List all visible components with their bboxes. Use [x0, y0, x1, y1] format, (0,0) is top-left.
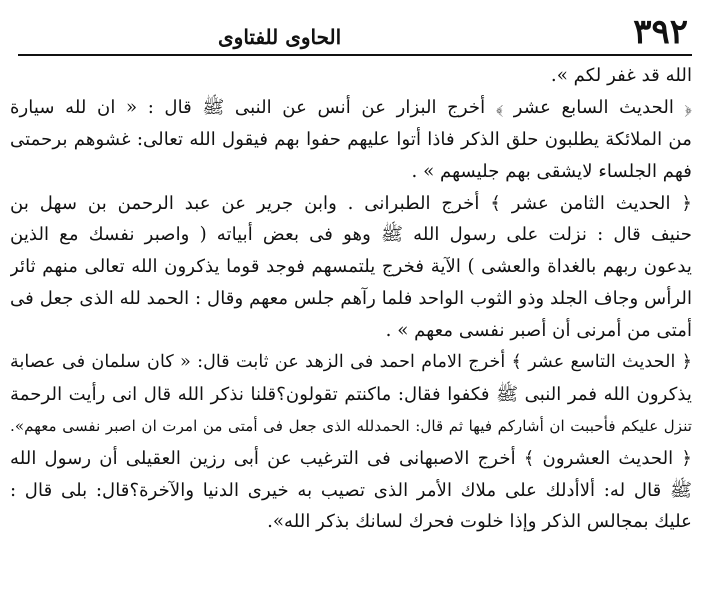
- page-number: ٣٩٢: [633, 12, 688, 52]
- text-line: أمتى من أمرنى أن أصبر نفسى معهم » .: [385, 320, 692, 342]
- text-line: حنيف قال : نزلت على رسول الله ﷺ وهو فى بعض أبياته ( واصبر نفسك مع الذين: [10, 224, 692, 246]
- text-line: ﴿ الحديث السابع عشر ﴾ أخرج البزار عن أنس عن النبى ﷺ قال : « ان لله سيارة: [10, 96, 692, 118]
- page-header: [18, 6, 692, 56]
- text-line: ﴿ الحديث التاسع عشر ﴾ أخرج الامام احمد فى الزهد عن ثابت قال: « كان سلمان فى عصابة: [10, 352, 692, 373]
- text-line: يدعون ربهم بالغداة والعشى ) الآية فخرج يلتمسهم فوجد قوما يذكرون الله تعالى منهم ثائر: [10, 256, 692, 278]
- text-line: فهم الجلساء لايشقى بهم جليسهم » .: [411, 160, 692, 182]
- text-line: ﴿ الحديث الثامن عشر ﴾ أخرج الطبرانى . وابن جرير عن عبد الرحمن بن سهل بن: [10, 192, 692, 214]
- text-line: تنزل عليكم فأحببت ان أشاركم فيها ثم قال: الحمدلله الذى جعل فى أمتى من امرت ان اصبر نفسى معهم».: [10, 416, 692, 435]
- page-body: [10, 60, 692, 538]
- text-line: ﷺ قال له: ألاأدلك على ملاك الأمر الذى تصيب به خيرى الدنيا والآخرة؟قال: بلى قال :: [10, 479, 692, 501]
- text-line: الله قد غفر لكم ».: [550, 65, 692, 86]
- text-line: من الملائكة يطلبون حلق الذكر فاذا أتوا عليهم حفوا بهم فيقول الله تعالى: غشوهم برحمتى: [10, 128, 692, 150]
- text-line: عليك بمجالس الذكر وإذا خلوت فحرك لسانك بذكر الله».: [267, 511, 692, 533]
- text-line: ﴿ الحديث العشرون ﴾ أخرج الاصبهانى فى الترغيب عن أبى رزين العقيلى أن رسول الله: [10, 447, 692, 469]
- text-line: الرأس وجاف الجلد وذو الثوب الواحد فلما رآهم جلس معهم وقال : الحمد لله الذى جعل فى: [10, 288, 692, 310]
- running-title: الحاوى للفتاوى: [218, 25, 342, 49]
- text-line: يذكرون الله فمر النبى ﷺ فكفوا فقال: ماكنتم تقولون؟قلنا نذكر الله قال انى رأيت الرحمة: [10, 383, 692, 405]
